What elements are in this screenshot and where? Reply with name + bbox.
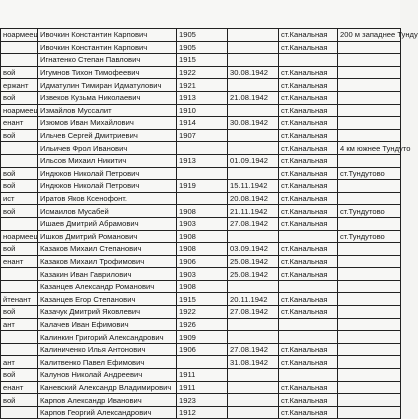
table-row — [1, 255, 401, 268]
rank-cell: ноармеец — [1, 104, 38, 117]
name-cell: Калиниченко Илья Антонович — [38, 343, 177, 356]
rank-cell: ноармеец — [1, 29, 38, 42]
death-date-cell: 15.11.1942 — [228, 180, 279, 193]
birth-year-cell: 1905 — [177, 41, 228, 54]
birth-year-cell: 1906 — [177, 255, 228, 268]
death-date-cell: 25.08.1942 — [228, 255, 279, 268]
birth-year-cell: 1911 — [177, 369, 228, 382]
table-row — [1, 66, 401, 79]
name-cell: Ивочкин Константин Карпович — [38, 29, 177, 42]
birth-year-cell: 1912 — [177, 406, 228, 419]
place-cell — [338, 343, 401, 356]
place-cell — [338, 331, 401, 344]
death-date-cell — [228, 104, 279, 117]
place-cell — [338, 41, 401, 54]
rank-cell — [1, 217, 38, 230]
station-cell: ст.Канальная — [279, 91, 338, 104]
table-row — [1, 318, 401, 331]
name-cell: Каневский Александр Владимирович — [38, 381, 177, 394]
station-cell: ст.Канальная — [279, 356, 338, 369]
rank-cell: вой — [1, 129, 38, 142]
rank-cell: вой — [1, 66, 38, 79]
birth-year-cell: 1906 — [177, 343, 228, 356]
name-cell: Ишаев Дмитрий Абрамович — [38, 217, 177, 230]
rank-cell — [1, 268, 38, 281]
place-cell — [338, 293, 401, 306]
rank-cell: вой — [1, 306, 38, 319]
table-row — [1, 154, 401, 167]
death-date-cell — [228, 280, 279, 293]
rank-cell: вой — [1, 167, 38, 180]
death-date-cell: 30.08.1942 — [228, 117, 279, 130]
rank-cell: ант — [1, 356, 38, 369]
birth-year-cell: 1921 — [177, 79, 228, 92]
name-cell: Индюков Николай Петрович — [38, 180, 177, 193]
death-date-cell: 27.08.1942 — [228, 217, 279, 230]
place-cell — [338, 79, 401, 92]
death-date-cell: 25.08.1942 — [228, 268, 279, 281]
birth-year-cell: 1908 — [177, 230, 228, 243]
birth-year-cell: 1908 — [177, 243, 228, 256]
name-cell: Казанцев Егор Степанович — [38, 293, 177, 306]
birth-year-cell: 1905 — [177, 29, 228, 42]
rank-cell — [1, 343, 38, 356]
table-row — [1, 167, 401, 180]
birth-year-cell: 1915 — [177, 54, 228, 67]
table-row — [1, 91, 401, 104]
place-cell — [338, 406, 401, 419]
station-cell: ст.Канальная — [279, 306, 338, 319]
name-cell: Ильчев Сергей Дмитриевич — [38, 129, 177, 142]
table-row — [1, 394, 401, 407]
death-date-cell — [228, 54, 279, 67]
birth-year-cell: 1909 — [177, 331, 228, 344]
birth-year-cell: 1913 — [177, 154, 228, 167]
place-cell — [338, 104, 401, 117]
death-date-cell — [228, 29, 279, 42]
death-date-cell — [228, 79, 279, 92]
station-cell: ст.Канальная — [279, 117, 338, 130]
place-cell — [338, 381, 401, 394]
place-cell — [338, 117, 401, 130]
name-cell: Измайлов Муссалит — [38, 104, 177, 117]
name-cell: Калунов Николай Андреевич — [38, 369, 177, 382]
birth-year-cell — [177, 142, 228, 155]
death-date-cell: 27.08.1942 — [228, 343, 279, 356]
death-date-cell — [228, 167, 279, 180]
table-row — [1, 29, 401, 42]
name-cell: Индюков Николай Петрович — [38, 167, 177, 180]
table-row — [1, 104, 401, 117]
station-cell: ст.Канальная — [279, 66, 338, 79]
name-cell: Казанцев Александр Романович — [38, 280, 177, 293]
name-cell: Ивочкин Константин Карпович — [38, 41, 177, 54]
station-cell: ст.Канальная — [279, 381, 338, 394]
table-row — [1, 180, 401, 193]
station-cell: ст.Канальная — [279, 268, 338, 281]
table-row — [1, 230, 401, 243]
birth-year-cell: 1903 — [177, 268, 228, 281]
station-cell: ст.Канальная — [279, 192, 338, 205]
name-cell: Изюмов Иван Михайлович — [38, 117, 177, 130]
station-cell: ст.Канальная — [279, 104, 338, 117]
table-row — [1, 293, 401, 306]
place-cell — [338, 154, 401, 167]
station-cell: ст.Канальная — [279, 142, 338, 155]
birth-year-cell: 1922 — [177, 66, 228, 79]
rank-cell: вой — [1, 369, 38, 382]
birth-year-cell: 1922 — [177, 306, 228, 319]
place-cell — [338, 280, 401, 293]
station-cell: ст.Канальная — [279, 255, 338, 268]
place-cell — [338, 129, 401, 142]
table-row — [1, 117, 401, 130]
name-cell: Казаков Михаил Трофимович — [38, 255, 177, 268]
death-date-cell — [228, 406, 279, 419]
name-cell: Карпов Георгий Александрович — [38, 406, 177, 419]
station-cell: ст.Канальная — [279, 343, 338, 356]
rank-cell — [1, 54, 38, 67]
birth-year-cell: 1910 — [177, 104, 228, 117]
place-cell — [338, 356, 401, 369]
birth-year-cell: 1923 — [177, 394, 228, 407]
death-date-cell — [228, 331, 279, 344]
death-date-cell: 01.09.1942 — [228, 154, 279, 167]
station-cell: ст.Канальная — [279, 205, 338, 218]
table-row — [1, 41, 401, 54]
table-row — [1, 243, 401, 256]
death-date-cell — [228, 381, 279, 394]
table-row — [1, 369, 401, 382]
table-row — [1, 280, 401, 293]
name-cell: Казачук Дмитрий Яковлевич — [38, 306, 177, 319]
station-cell: ст.Канальная — [279, 180, 338, 193]
name-cell: Извеков Кузьма Николаевич — [38, 91, 177, 104]
rank-cell: енант — [1, 255, 38, 268]
table-row — [1, 205, 401, 218]
rank-cell — [1, 331, 38, 344]
station-cell: ст.Канальная — [279, 29, 338, 42]
name-cell: Ильсов Михаил Никитич — [38, 154, 177, 167]
table-row — [1, 356, 401, 369]
place-cell: ст.Тундутово — [338, 205, 401, 218]
death-date-cell: 20.11.1942 — [228, 293, 279, 306]
place-cell — [338, 180, 401, 193]
name-cell: Игумнов Тихон Тимофеевич — [38, 66, 177, 79]
table-row — [1, 381, 401, 394]
death-date-cell — [228, 129, 279, 142]
name-cell: Карпов Александр Иванович — [38, 394, 177, 407]
station-cell — [279, 280, 338, 293]
place-cell — [338, 66, 401, 79]
death-date-cell: 03.09.1942 — [228, 243, 279, 256]
name-cell: Казакин Иван Гаврилович — [38, 268, 177, 281]
death-date-cell: 21.08.1942 — [228, 91, 279, 104]
table-row — [1, 192, 401, 205]
station-cell: ст.Канальная — [279, 167, 338, 180]
table-row — [1, 331, 401, 344]
table-row — [1, 79, 401, 92]
station-cell: ст.Канальная — [279, 217, 338, 230]
place-cell — [338, 255, 401, 268]
station-cell: ст.Канальная — [279, 154, 338, 167]
birth-year-cell — [177, 192, 228, 205]
name-cell: Идматулин Тимиран Идматулович — [38, 79, 177, 92]
place-cell: 200 м западнее Тунду — [338, 29, 401, 42]
name-cell: Игнатенко Степан Павлович — [38, 54, 177, 67]
death-date-cell: 30.08.1942 — [228, 66, 279, 79]
birth-year-cell: 1908 — [177, 280, 228, 293]
name-cell: Калачев Иван Ефимович — [38, 318, 177, 331]
station-cell: ст.Канальная — [279, 243, 338, 256]
station-cell — [279, 230, 338, 243]
table-row — [1, 129, 401, 142]
birth-year-cell: 1911 — [177, 381, 228, 394]
death-date-cell — [228, 369, 279, 382]
rank-cell: ант — [1, 318, 38, 331]
name-cell: Калинкин Григорий Александрович — [38, 331, 177, 344]
birth-year-cell: 1919 — [177, 180, 228, 193]
rank-cell: енант — [1, 381, 38, 394]
birth-year-cell: 1926 — [177, 318, 228, 331]
rank-cell: вой — [1, 180, 38, 193]
rank-cell — [1, 154, 38, 167]
name-cell: Казаков Михаил Степанович — [38, 243, 177, 256]
birth-year-cell: 1903 — [177, 217, 228, 230]
table-body — [1, 29, 418, 419]
rank-cell: вой — [1, 243, 38, 256]
table-row — [1, 217, 401, 230]
place-cell — [338, 54, 401, 67]
place-cell — [338, 192, 401, 205]
name-cell: Ильичев Фрол Иванович — [38, 142, 177, 155]
station-cell: ст.Канальная — [279, 293, 338, 306]
station-cell: ст.Канальная — [279, 41, 338, 54]
place-cell: 4 км южнее Тундуто — [338, 142, 401, 155]
place-cell: ст.Тундутово — [338, 167, 401, 180]
table-row — [1, 268, 401, 281]
rank-cell: вой — [1, 394, 38, 407]
birth-year-cell: 1915 — [177, 293, 228, 306]
death-date-cell: 27.08.1942 — [228, 306, 279, 319]
name-cell: Калитвенко Павел Ефимович — [38, 356, 177, 369]
birth-year-cell — [177, 167, 228, 180]
place-cell — [338, 394, 401, 407]
table-row — [1, 406, 401, 419]
burial-list-table — [0, 28, 418, 419]
rank-cell: ержант — [1, 79, 38, 92]
death-date-cell — [228, 142, 279, 155]
place-cell — [338, 318, 401, 331]
place-cell — [338, 268, 401, 281]
rank-cell — [1, 406, 38, 419]
birth-year-cell: 1913 — [177, 91, 228, 104]
station-cell: ст.Канальная — [279, 129, 338, 142]
rank-cell: ист — [1, 192, 38, 205]
place-cell — [338, 369, 401, 382]
table-row — [1, 306, 401, 319]
name-cell: Ишков Дмитрий Романович — [38, 230, 177, 243]
name-cell: Иратов Яков Ксенофонт. — [38, 192, 177, 205]
rank-cell: вой — [1, 91, 38, 104]
place-cell — [338, 91, 401, 104]
place-cell — [338, 217, 401, 230]
rank-cell: вой — [1, 205, 38, 218]
birth-year-cell: 1914 — [177, 117, 228, 130]
table-row — [1, 54, 401, 67]
birth-year-cell — [177, 356, 228, 369]
place-cell — [338, 243, 401, 256]
station-cell — [279, 54, 338, 67]
station-cell — [279, 331, 338, 344]
station-cell — [279, 318, 338, 331]
death-date-cell: 20.08.1942 — [228, 192, 279, 205]
death-date-cell: 31.08.1942 — [228, 356, 279, 369]
birth-year-cell: 1908 — [177, 205, 228, 218]
death-date-cell — [228, 230, 279, 243]
rank-cell: йтенант — [1, 293, 38, 306]
station-cell: ст.Канальная — [279, 394, 338, 407]
death-date-cell — [228, 318, 279, 331]
death-date-cell — [228, 41, 279, 54]
rank-cell — [1, 142, 38, 155]
station-cell — [279, 369, 338, 382]
name-cell: Исмаилов Мусабей — [38, 205, 177, 218]
rank-cell: ноармеец — [1, 230, 38, 243]
rank-cell: енант — [1, 117, 38, 130]
table-row — [1, 343, 401, 356]
table-row — [1, 142, 401, 155]
place-cell: ст.Тундутово — [338, 230, 401, 243]
station-cell: ст.Канальная — [279, 406, 338, 419]
death-date-cell — [228, 394, 279, 407]
rank-cell — [1, 41, 38, 54]
death-date-cell: 21.11.1942 — [228, 205, 279, 218]
rank-cell — [1, 280, 38, 293]
place-cell — [338, 306, 401, 319]
station-cell: ст.Канальная — [279, 79, 338, 92]
birth-year-cell: 1907 — [177, 129, 228, 142]
